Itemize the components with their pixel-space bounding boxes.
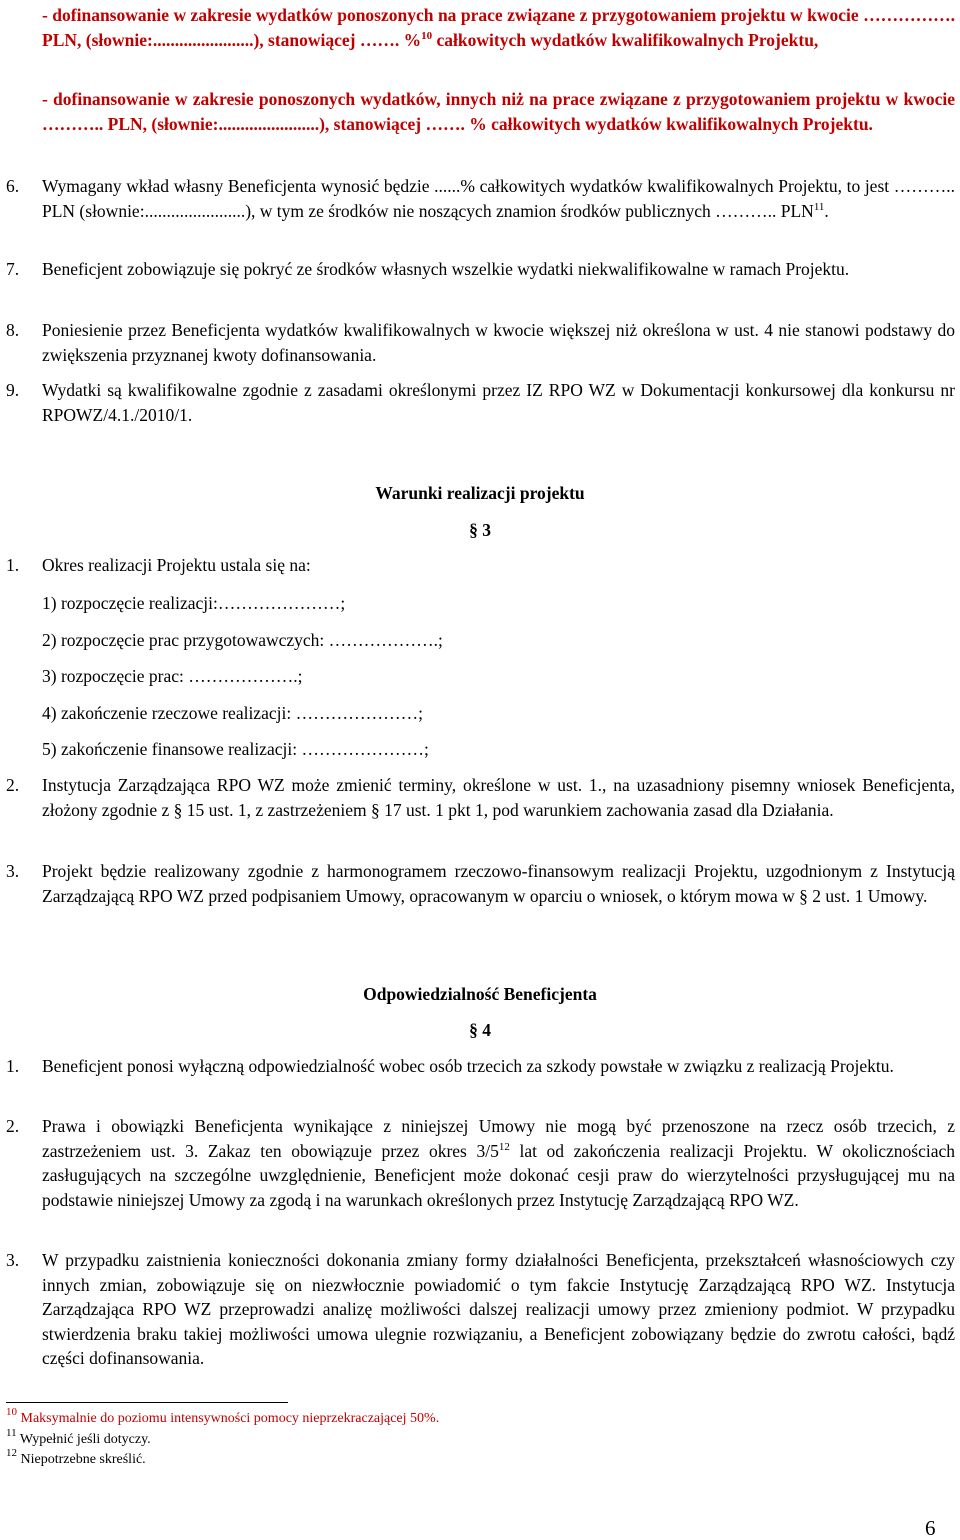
item-number: 9. bbox=[6, 380, 20, 400]
item-number: 1. bbox=[6, 555, 20, 575]
footnote-ref-12: 12 bbox=[498, 1140, 510, 1153]
date-3: 3) rozpoczęcie prac: ……………….; bbox=[42, 666, 303, 686]
item-number: 3. bbox=[6, 1250, 20, 1270]
footnote-12: $^{12}$ Niepotrzebne skreślić. bbox=[6, 1447, 146, 1467]
section-3-title: Warunki realizacji projektu bbox=[375, 483, 585, 503]
footnote-ref-10: 10 bbox=[421, 29, 433, 42]
footnote-ref-11: 11 bbox=[813, 200, 825, 213]
red-paragraph-1: - dofinansowanie w zakresie wydatków ponoszonych na prace związane z przygotowaniem projektu w kwocie ……………. PLN, (słownie:.......................), stanowiącej ……. %$^{10}$ całkowitych wydatków kwalifikowalnych Projektu, bbox=[42, 5, 955, 50]
item-number: 7. bbox=[6, 259, 20, 279]
item-number: 6. bbox=[6, 176, 20, 196]
item-number: 2. bbox=[6, 1116, 20, 1136]
footnote-separator bbox=[6, 1402, 288, 1403]
section-4-title: Odpowiedzialność Beneficjenta bbox=[363, 984, 597, 1004]
item-text: Poniesienie przez Beneficjenta wydatków kwalifikowalnych w kwocie większej niż określona w ust. 4 nie stanowi podstawy do zwiększenia przyznanej kwoty dofinansowania. bbox=[42, 320, 955, 365]
section-3-sign: § 3 bbox=[469, 520, 491, 540]
date-5: 5) zakończenie finansowe realizacji: …………………; bbox=[42, 739, 429, 759]
red-paragraph-2: - dofinansowanie w zakresie ponoszonych wydatków, innych niż na prace związane z przygotowaniem projektu w kwocie ……….. PLN, (słownie:.......................), stanowiącej ……. % całkowitych wydatków kwalifikowalnych Projektu. bbox=[42, 89, 955, 134]
item-text: Prawa i obowiązki Beneficjenta wynikające z niniejszej Umowy nie mogą być przenoszone na rzecz osób trzecich, z zastrzeżeniem ust. 3. Zakaz ten obowiązuje przez okres $3/5^{12}$ lat od zakończenia realizacji Projektu. W okolicznościach zasługujących na szczególne uwzględnienie, Beneficjent może dokonać cesji praw do wierzytelności przysługującej mu na podstawie niniejszej Umowy za zgodą i na warunkach określonych przez Instytucję Zarządzającą RPO WZ. bbox=[42, 1116, 955, 1210]
date-4: 4) zakończenie rzeczowe realizacji: …………………; bbox=[42, 703, 423, 723]
page-number: 6 bbox=[925, 1516, 936, 1540]
item-text: Wymagany wkład własny Beneficjenta wynosić będzie ......% całkowitych wydatków kwalifikowalnych Projektu, to jest ……….. PLN (słownie:.......................), w tym ze środków nie noszących znamion środków publicznych ……….. PLN$^{11}$. bbox=[42, 176, 955, 221]
item-text: Wydatki są kwalifikowalne zgodnie z zasadami określonymi przez IZ RPO WZ w Dokumentacji konkursowej dla konkursu nr RPOWZ/4.1./2010/1. bbox=[42, 380, 955, 425]
item-text: Instytucja Zarządzająca RPO WZ może zmienić terminy, określone w ust. 1., na uzasadniony pisemny wniosek Beneficjenta, złożony zgodnie z § 15 ust. 1, z zastrzeżeniem § 17 ust. 1 pkt 1, pod warunkiem zachowania zasad dla Działania. bbox=[42, 775, 955, 820]
item-number: 8. bbox=[6, 320, 20, 340]
item-number: 3. bbox=[6, 861, 20, 881]
item-text: W przypadku zaistnienia konieczności dokonania zmiany formy działalności Beneficjenta, przekształceń własnościowych czy innych zmian, zobowiązuje się on niezwłocznie powiadomić o tym fakcie Instytucję Zarządzającą RPO WZ. Instytucja Zarządzająca RPO WZ przeprowadzi analizę możliwości dalszej realizacji umowy przez zmieniony podmiot. W przypadku stwierdzenia braku takiej możliwości umowa ulegnie rozwiązaniu, a Beneficjent zobowiązany będzie do zwrotu całości, bądź części dofinansowania. bbox=[42, 1250, 955, 1368]
item-number: 1. bbox=[6, 1056, 20, 1076]
item-text: Projekt będzie realizowany zgodnie z harmonogramem rzeczowo-finansowym realizacji Projektu, uzgodnionym z Instytucją Zarządzającą RPO WZ przed podpisaniem Umowy, opracowanym w oparciu o wniosek, o którym mowa w § 2 ust. 1 Umowy. bbox=[42, 861, 955, 906]
item-number: 2. bbox=[6, 775, 20, 795]
item-text: Okres realizacji Projektu ustala się na: bbox=[42, 555, 311, 575]
item-text: Beneficjent ponosi wyłączną odpowiedzialność wobec osób trzecich za szkody powstałe w związku z realizacją Projektu. bbox=[42, 1056, 894, 1076]
footnote-11: $^{11}$ Wypełnić jeśli dotyczy. bbox=[6, 1427, 151, 1447]
section-4-sign: § 4 bbox=[469, 1020, 491, 1040]
date-1: 1) rozpoczęcie realizacji:…………………; bbox=[42, 593, 346, 613]
date-2: 2) rozpoczęcie prac przygotowawczych: ……………….; bbox=[42, 630, 443, 650]
item-text: Beneficjent zobowiązuje się pokryć ze środków własnych wszelkie wydatki niekwalifikowalne w ramach Projektu. bbox=[42, 259, 850, 279]
footnote-10: $^{10}$ Maksymalnie do poziomu intensywności pomocy nieprzekraczającej 50%. bbox=[6, 1406, 440, 1426]
